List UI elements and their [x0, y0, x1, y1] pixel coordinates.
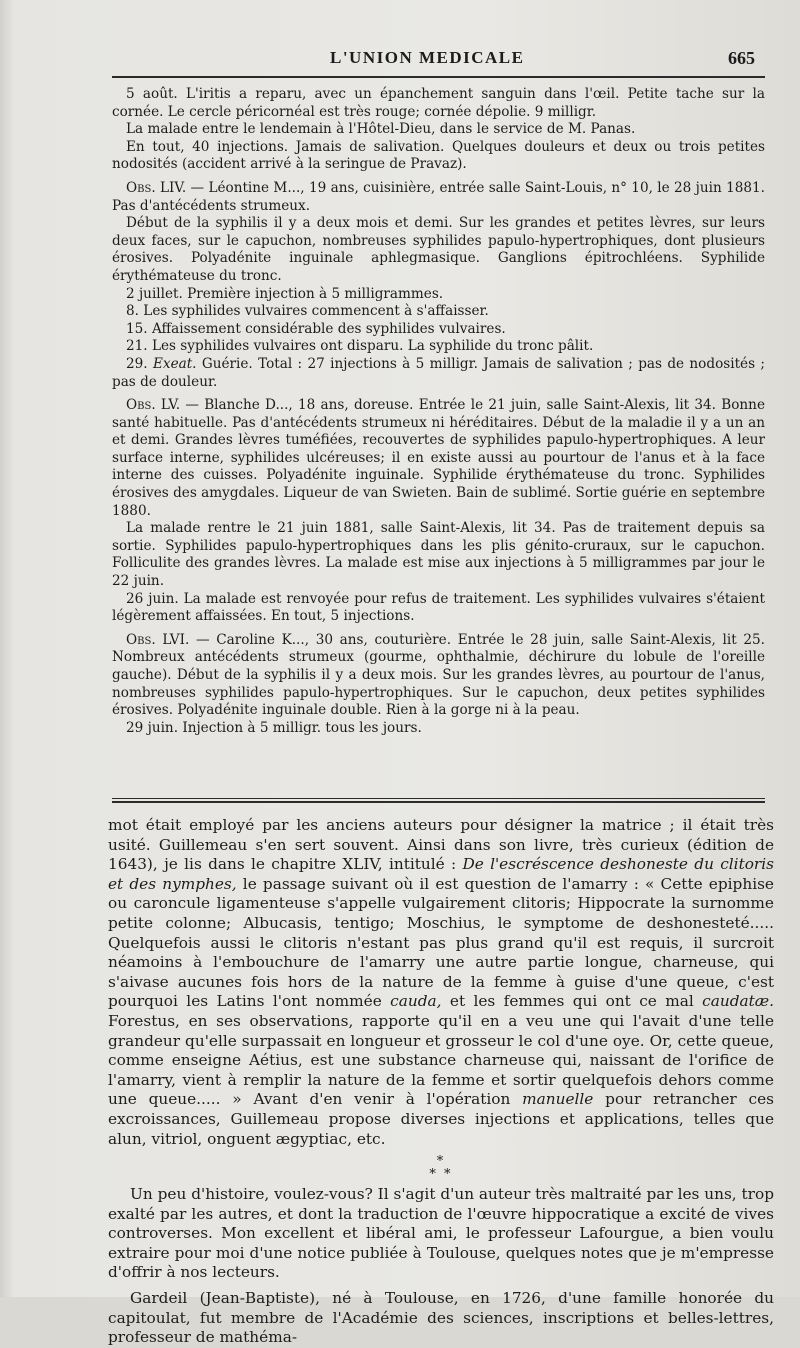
exeat-term: Exeat.	[152, 355, 197, 372]
page-header	[0, 44, 800, 74]
paragraph-text: mot était employé par les anciens auteurs pour désigner la matrice ; il était très usité. Guillemeau s'en sert souvent. Ainsi dans son livre, très curieux (édition de 1643), je lis dans le chapitre XLIV, intitulé :	[108, 816, 774, 874]
paragraph-text: Guérie. Total : 27 injections à 5 milligr. Jamais de salivation ; pas de nodosités ; pas de douleur.	[112, 355, 765, 390]
observation-text: — Caroline K..., 30 ans, couturière. Entrée le 28 juin, salle Saint-Alexis, lit 25. Nombreux antécédents strumeux (gourme, ophthalmie, déchirure du lobule de l'oreille gauche). Début de la syphilis il y a deux mois. Sur les grandes lèvres, au pourtour de l'anus, nombreuses syphilides papulo-hypertrophiques. Sur le capuchon, deux petites syphilides érosives. Polyadénite inguinale double. Rien à la gorge ni à la peau.	[112, 631, 765, 719]
observation-label: Obs. LIV.	[126, 179, 187, 196]
paragraph	[112, 356, 765, 391]
paragraph: La malade rentre le 21 juin 1881, salle Saint-Alexis, lit 34. Pas de traitement depuis sa sortie. Syphilides papulo-hypertrophiques dans les plis génito-cruraux, sur le capuchon. Folliculite des grandes lèvres. La malade est mise aux injections à 5 milligrammes par jour le 22 juin.	[112, 520, 765, 590]
feuilleton-text	[108, 816, 774, 1348]
paragraph: Début de la syphilis il y a deux mois et demi. Sur les grandes et petites lèvres, sur leurs deux faces, sur le capuchon, nombreuses syphilides papulo-hypertrophiques, dont plusieurs érosives. Polyadénite inguinale aphlegmasique. Ganglions épitrochléens. Syphilide érythémateuse du tronc.	[112, 215, 765, 284]
paragraph: 26 juin. La malade est renvoyée pour refus de traitement. Les syphilides vulvaires s'étaient légèrement affaissées. En tout, 5 injections.	[112, 590, 765, 625]
book-chapter-title: De l'escréscence deshoneste du clitoris et des nymphes,	[108, 855, 774, 893]
observation-label: Obs. LVI.	[126, 631, 190, 648]
paragraph: Un peu d'histoire, voulez-vous? Il s'agit d'un auteur très maltraité par les uns, trop exalté par les autres, et dont la traduction de l'œuvre hippocratique a excité de vives controverses. Mon excellent et libéral ami, le professeur Lafourgue, a bien voulu extraire pour moi d'une notice publiée à Toulouse, quelques notes que je m'empresse d'offrir à nos lecteurs.	[108, 1185, 774, 1282]
running-title: L'UNION MEDICALE	[330, 48, 525, 67]
asterism-stars: * *	[429, 1167, 453, 1183]
latin-term: caudatæ.	[702, 992, 774, 1011]
page-number: 665	[728, 48, 755, 68]
observation-text: — Blanche D..., 18 ans, doreuse. Entrée le 21 juin, salle Saint-Alexis, lit 34. Bonne santé habituelle. Pas d'antécédents strumeux ni héréditaires. Début de la maladie il y a un an et demi. Grandes lèvres tuméfiées, recouvertes de syphilides papulo-hypertrophiques. A leur surface interne, syphilides ulcéreuses; il en existe aussi au pourtour de l'anus et à la face interne des cuisses. Polyadénite inguinale. Syphilide érythémateuse du tronc. Syphilides érosives des amygdales. Liqueur de van Swieten. Bain de sublimé. Sortie guérie en septembre 1880.	[112, 397, 765, 519]
paragraph: Gardeil (Jean-Baptiste), né à Toulouse, en 1726, d'une famille honorée du capitoulat, fut membre de l'Académie des sciences, inscriptions et belles-lettres, professeur de mathéma-	[108, 1289, 774, 1347]
paragraph: 8. Les syphilides vulvaires commencent à s'affaisser.	[126, 303, 489, 320]
observation-text: — Léontine M..., 19 ans, cuisinière, entrée salle Saint-Louis, n° 10, le 28 juin 1881. Pas d'antécédents strumeux.	[112, 179, 765, 214]
observation-55-heading	[112, 397, 765, 520]
emphasized-term: manuelle	[522, 1090, 594, 1109]
paragraph: En tout, 40 injections. Jamais de salivation. Quelques douleurs et deux ou trois petites nodosités (accident arrivé à la seringue de Pravaz).	[112, 138, 765, 173]
paragraph-text: Forestus, en ses observations, rapporte qu'il en a veu une qui l'avait d'une telle grandeur qu'elle surpassait en longueur et grosseur le col d'une oye. Or, cette queue, comme enseigne Aétius, est une substance charneuse qui, naissant de l'orifice de l'amarry, vient à remplir la nature de la femme et sortir quelquefois dehors comme une queue..... » Avant d'en venir à l'opération	[108, 1011, 774, 1109]
clinical-observations	[112, 86, 765, 737]
section-divider-rule-thick	[112, 801, 765, 803]
latin-term: cauda,	[390, 992, 442, 1011]
header-rule	[112, 76, 765, 78]
observation-label: Obs. LV.	[126, 397, 181, 414]
paragraph	[108, 816, 774, 1149]
observation-54-heading	[112, 180, 765, 215]
paragraph-text: pour retrancher ces excroissances, Guillemeau propose diverses injections et applications, telles que alun, vitriol, onguent ægyptiac, etc.	[108, 1090, 774, 1148]
paragraph-text: et les femmes qui ont ce mal	[441, 992, 703, 1011]
paragraph: 2 juillet. Première injection à 5 milligrammes.	[126, 285, 444, 302]
asterism-star: *	[436, 1154, 446, 1170]
asterism-separator	[108, 1155, 774, 1181]
paragraph-text: le passage suivant où il est question de l'amarry : « Cette epiphise ou caroncule ligamenteuse s'appelle vulgairement clitoris; Hippocrate la surnomme petite colonne; Albucasis, tentigo; Moschius, le symptome de deshonesteté..... Quelquefois aussi le clitoris n'estant pas plus grand qu'il est requis, il surcroit néamoins à l'embouchure de l'amarry une autre partie longue, charneuse, qui s'aivase aucunes fois hors de la nature de la femme à guise d'une queue, c'est pourquoi les Latins l'ont nommée	[108, 874, 774, 1011]
paragraph: 15. Affaissement considérable des syphilides vulvaires.	[126, 320, 506, 337]
date-number: 29.	[126, 355, 153, 372]
section-divider-rule	[112, 798, 765, 799]
paragraph: 29 juin. Injection à 5 milligr. tous les jours.	[126, 719, 422, 736]
paragraph: La malade entre le lendemain à l'Hôtel-Dieu, dans le service de M. Panas.	[126, 121, 636, 138]
observation-56-heading	[112, 632, 765, 720]
paragraph: 5 août. L'iritis a reparu, avec un épanchement sanguin dans l'œil. Petite tache sur la cornée. Le cercle péricornéal est très rouge; cornée dépolie. 9 milligr.	[112, 86, 765, 120]
paragraph: 21. Les syphilides vulvaires ont disparu. La syphilide du tronc pâlit.	[126, 338, 594, 355]
